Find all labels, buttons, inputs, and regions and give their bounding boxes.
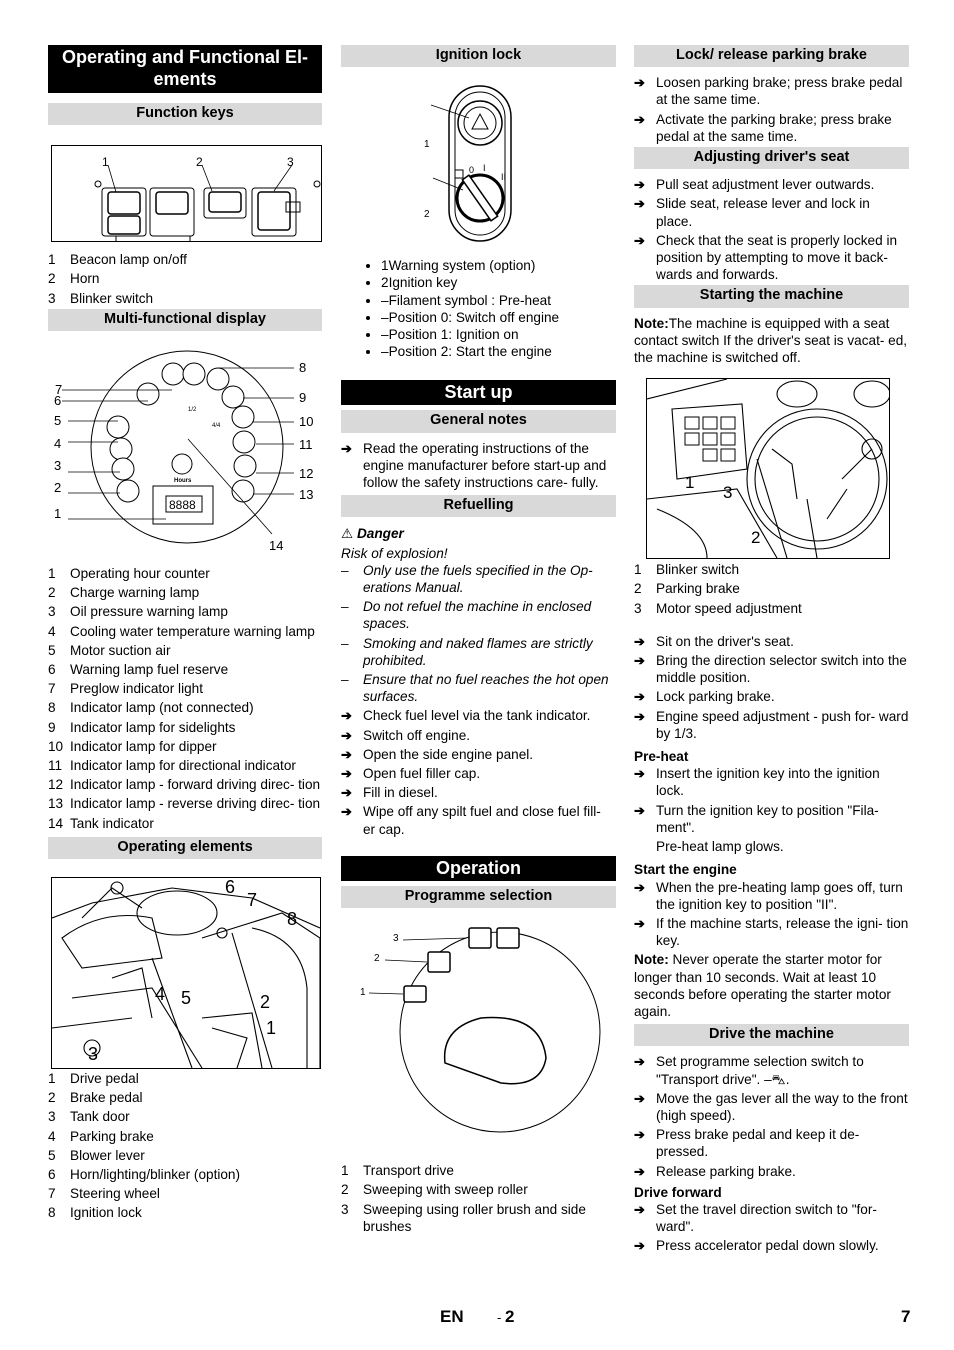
heading-refuelling: Refuelling (341, 495, 616, 517)
arrow-right-icon: ➔ (341, 727, 352, 743)
ignition-figure (341, 78, 616, 248)
item-text: Cooling water temperature warning lamp (70, 623, 315, 639)
list-item (634, 580, 909, 597)
item-number: 2 (341, 1182, 349, 1198)
heading-multi-functional-display: Multi-functional display (48, 309, 322, 331)
arrow-right-icon: ➔ (341, 746, 352, 762)
list-item (48, 1089, 322, 1106)
step-item (634, 195, 909, 229)
display-figure (48, 339, 322, 554)
refuel-warnings (341, 562, 616, 706)
display-legend (48, 565, 322, 832)
callout-7: 7 (55, 382, 63, 398)
programme-callout-1: 1 (360, 987, 366, 999)
item-text: Charge warning lamp (70, 585, 200, 601)
step-item (634, 1201, 909, 1235)
programme-callout-3: 3 (393, 933, 399, 945)
item-number: 6 (48, 1167, 56, 1183)
list-item (48, 699, 322, 716)
item-number: 5 (48, 1147, 56, 1163)
column-2 (341, 45, 616, 1237)
refuel-steps (341, 707, 616, 837)
footer-section: 2 (505, 1307, 515, 1326)
item-mark: – (381, 327, 389, 343)
step-text: Wipe off any spilt fuel and close fuel fill- er cap. (363, 804, 601, 837)
item-number: 1 (48, 1071, 56, 1087)
arrow-right-icon: ➔ (341, 766, 352, 782)
step-item (341, 440, 616, 492)
seat-steps (634, 176, 909, 283)
ignition-callout-1: 1 (424, 139, 430, 151)
item-number: 4 (48, 623, 56, 639)
list-item (381, 343, 616, 360)
parking-brake-steps (634, 74, 909, 145)
list-item (381, 309, 616, 326)
arrow-right-icon: ➔ (634, 766, 645, 782)
item-number: 5 (48, 642, 56, 658)
step-item (341, 707, 616, 724)
starting-callout-3: 3 (723, 483, 733, 503)
arrow-right-icon: ➔ (634, 196, 645, 212)
callout-3: 3 (287, 155, 294, 170)
item-text: Blower lever (70, 1147, 145, 1163)
list-item (48, 776, 322, 793)
list-item (48, 1070, 322, 1087)
list-item (48, 1128, 322, 1145)
arrow-right-icon: ➔ (341, 440, 352, 456)
transport-drive-icon: ‒⛍. (764, 1071, 790, 1087)
general-notes-list (341, 440, 616, 492)
svg-text:Hours: Hours (174, 478, 192, 485)
item-text: Motor suction air (70, 642, 171, 658)
item-number: 3 (48, 604, 56, 620)
starter-note: Note: Never operate the starter motor for longer than 10 seconds. Wait at least 10 seconds before operating the starter motor again. (634, 952, 891, 1019)
list-item (48, 603, 322, 620)
list-item (48, 719, 322, 736)
step-item (634, 802, 909, 836)
list-item (341, 1181, 616, 1198)
arrow-right-icon: ➔ (341, 804, 352, 820)
item-text: Tank door (70, 1109, 130, 1125)
ignition-drawing (341, 78, 616, 248)
item-text: Steering wheel (70, 1186, 160, 1202)
item-text: Indicator lamp for sidelights (70, 719, 236, 735)
pre-heat-steps (634, 765, 909, 836)
arrow-right-icon: ➔ (341, 785, 352, 801)
list-item (48, 270, 322, 287)
function-keys-figure (51, 145, 322, 242)
step-text: Check fuel level via the tank indicator. (363, 708, 591, 724)
programme-figure (341, 918, 616, 1150)
item-number: 12 (48, 777, 64, 793)
callout-10: 10 (299, 414, 314, 430)
item-number: 3 (48, 290, 56, 306)
section-title-operating-elements: Operating and Functional El- ements (48, 45, 322, 93)
step-text: If the machine starts, release the igni- tion key. (656, 915, 909, 949)
heading-function-keys: Function keys (48, 103, 322, 125)
callout-2: 2 (54, 480, 62, 496)
arrow-right-icon: ➔ (341, 708, 352, 724)
list-item (48, 584, 322, 601)
callout-7: 7 (247, 890, 258, 911)
item-number: 10 (48, 738, 64, 754)
step-text: Set the travel direction switch to "for- ward". (656, 1201, 877, 1235)
item-text: Drive pedal (70, 1071, 139, 1087)
step-item (634, 915, 909, 949)
svg-text:4/4: 4/4 (212, 423, 221, 430)
arrow-right-icon: ➔ (634, 802, 645, 818)
programme-callout-2: 2 (374, 953, 380, 965)
column-3 (634, 45, 909, 1257)
item-mark: 2 (381, 275, 389, 291)
starting-callout-1: 1 (685, 473, 695, 493)
item-text: Beacon lamp on/off (70, 252, 187, 268)
section-title-start-up: Start up (341, 380, 616, 405)
list-item (48, 738, 322, 755)
arrow-right-icon: ➔ (634, 879, 645, 895)
arrow-right-icon: ➔ (634, 1127, 645, 1143)
list-item (48, 565, 322, 582)
heading-pre-heat: Pre-heat (634, 749, 689, 765)
heading-general-notes: General notes (341, 410, 616, 432)
heading-drivers-seat: Adjusting driver's seat (634, 147, 909, 169)
arrow-right-icon: ➔ (634, 1090, 645, 1106)
step-text: Switch off engine. (363, 727, 471, 743)
item-number: 13 (48, 796, 64, 812)
heading-parking-brake: Lock/ release parking brake (634, 45, 909, 67)
list-item (48, 290, 322, 307)
item-mark: 1 (381, 258, 389, 274)
callout-1: 1 (102, 155, 109, 170)
programme-legend (341, 1162, 616, 1235)
item-text: Operating hour counter (70, 566, 210, 582)
item-text: Parking brake (656, 581, 740, 597)
warning-item: – Only use the fuels specified in the Op- erations Manual. (341, 562, 616, 596)
item-text: Blinker switch (70, 290, 154, 306)
heading-programme-selection: Programme selection (341, 886, 616, 908)
arrow-right-icon: ➔ (634, 177, 645, 193)
item-text: Transport drive (363, 1163, 454, 1179)
arrow-right-icon: ➔ (634, 915, 645, 931)
step-item (634, 1163, 909, 1180)
item-number: 6 (48, 662, 56, 678)
function-keys-drawing (52, 146, 322, 241)
item-number: 9 (48, 719, 56, 735)
list-item (48, 1204, 322, 1221)
item-mark: – (381, 344, 389, 360)
callout-12: 12 (299, 466, 314, 482)
step-text: Engine speed adjustment - push for- ward by 1/3. (656, 708, 909, 741)
arrow-right-icon: ➔ (634, 633, 645, 649)
list-item (341, 1162, 616, 1179)
item-number: 2 (634, 581, 642, 597)
display-drawing (48, 339, 322, 554)
item-number: 11 (48, 758, 63, 774)
drive-steps (634, 1053, 909, 1179)
item-number: 1 (48, 252, 56, 268)
arrow-right-icon: ➔ (634, 653, 645, 669)
item-number: 1 (341, 1163, 349, 1179)
step-text: Release parking brake. (656, 1163, 796, 1179)
start-engine-steps (634, 879, 909, 950)
item-number: 1 (634, 562, 642, 578)
item-text: Sweeping with sweep roller (363, 1182, 528, 1198)
warning-triangle-icon: ⚠ (341, 526, 354, 542)
heading-ignition-lock: Ignition lock (341, 45, 616, 67)
step-item (634, 232, 909, 284)
item-number: 3 (341, 1201, 349, 1217)
list-item (48, 1185, 322, 1202)
item-text: Warning lamp fuel reserve (70, 662, 229, 678)
heading-start-engine: Start the engine (634, 862, 737, 878)
item-number: 2 (48, 271, 56, 287)
step-text: Loosen parking brake; press brake pedal at the same time. (656, 75, 903, 108)
step-text: Set programme selection switch to "Transport drive". (656, 1054, 864, 1087)
list-item (381, 257, 616, 274)
list-item (48, 815, 322, 832)
list-item (381, 326, 616, 343)
callout-8: 8 (299, 360, 307, 376)
column-1 (48, 45, 322, 1224)
callout-4: 4 (155, 984, 166, 1005)
step-item (634, 879, 909, 913)
list-item (48, 661, 322, 678)
item-text: Preglow indicator light (70, 681, 203, 697)
callout-4: 4 (54, 436, 62, 452)
step-item (341, 727, 616, 744)
item-number: 3 (634, 600, 642, 616)
step-text: Pull seat adjustment lever outwards. (656, 177, 875, 193)
arrow-right-icon: ➔ (634, 111, 645, 127)
step-item (634, 1237, 909, 1254)
item-number: 7 (48, 681, 56, 697)
step-item (634, 1090, 909, 1124)
list-item (381, 292, 616, 309)
item-number: 8 (48, 700, 56, 716)
list-item (48, 623, 322, 640)
item-text: Indicator lamp - reverse driving direc- tion (70, 796, 321, 812)
step-text: Move the gas lever all the way to the front (high speed). (656, 1090, 908, 1123)
callout-3: 3 (54, 458, 62, 474)
step-item (634, 74, 909, 108)
item-text: Position 2: Start the engine (388, 344, 552, 360)
heading-drive-machine: Drive the machine (634, 1024, 909, 1046)
callout-11: 11 (299, 437, 313, 453)
step-text: Press accelerator pedal down slowly. (656, 1238, 879, 1254)
pre-heat-result: Pre-heat lamp glows. (656, 839, 784, 855)
item-number: 3 (48, 1109, 56, 1125)
item-text: Blinker switch (656, 562, 740, 578)
function-keys-legend (48, 251, 322, 307)
operating-elements-drawing (52, 878, 320, 1068)
operating-legend (48, 1070, 322, 1222)
list-item (634, 561, 909, 578)
step-text: Press brake pedal and keep it de- pressed. (656, 1127, 860, 1160)
arrow-right-icon: ➔ (634, 1201, 645, 1217)
item-number: 1 (48, 566, 56, 582)
programme-drawing (341, 918, 616, 1150)
item-text: Filament symbol : Pre-heat (388, 292, 551, 308)
arrow-right-icon: ➔ (634, 232, 645, 248)
arrow-right-icon: ➔ (634, 1054, 645, 1070)
step-item (634, 1126, 909, 1160)
item-text: Indicator lamp for dipper (70, 738, 217, 754)
callout-8: 8 (287, 909, 298, 930)
item-text: Tank indicator (70, 815, 154, 831)
callout-1: 1 (54, 506, 62, 522)
step-item (634, 1053, 909, 1087)
seat-contact-note: Note:The machine is equipped with a seat contact switch If the driver's seat is vacat- ed, the machine is switched off. (634, 315, 908, 366)
step-text: Sit on the driver's seat. (656, 633, 794, 649)
callout-2: 2 (196, 155, 203, 170)
item-number: 2 (48, 1090, 56, 1106)
step-text: Check that the seat is properly locked in position by attempting to move it back- wards and forwards. (656, 232, 898, 283)
starting-callout-2: 2 (751, 528, 761, 548)
item-text: Ignition key (388, 275, 458, 291)
arrow-right-icon: ➔ (634, 1163, 645, 1179)
list-item (48, 757, 322, 774)
ignition-legend (341, 257, 616, 360)
step-item (634, 765, 909, 799)
risk-text: Risk of explosion! (341, 545, 448, 561)
item-text: Parking brake (70, 1128, 154, 1144)
item-text: Motor speed adjustment (656, 600, 802, 616)
callout-9: 9 (299, 390, 307, 406)
list-item (634, 600, 909, 617)
step-item (634, 176, 909, 193)
step-text: Open fuel filler cap. (363, 766, 481, 782)
step-text: Slide seat, release lever and lock in place. (656, 196, 870, 229)
item-text: Oil pressure warning lamp (70, 604, 228, 620)
callout-14: 14 (269, 538, 284, 554)
step-text: Fill in diesel. (363, 785, 438, 801)
arrow-right-icon: ➔ (634, 1238, 645, 1254)
step-item (341, 765, 616, 782)
item-text: Sweeping using roller brush and side brushes (363, 1201, 586, 1234)
step-item (341, 803, 616, 837)
list-item (48, 680, 322, 697)
callout-2: 2 (260, 992, 271, 1013)
callout-6: 6 (225, 877, 236, 898)
starting-legend (634, 561, 909, 617)
item-text: Indicator lamp - forward driving direc- tion (70, 777, 321, 793)
step-text: Read the operating instructions of the engine manufacturer before start-up and follow the safety instructions care- fully. (363, 440, 607, 491)
item-text: Indicator lamp (not connected) (70, 700, 254, 716)
item-text: Horn (70, 271, 100, 287)
step-item (634, 111, 909, 145)
operating-elements-figure (51, 877, 321, 1069)
callout-3: 3 (88, 1044, 99, 1065)
danger-label: ⚠ Danger (341, 526, 404, 542)
item-text: Warning system (option) (388, 258, 536, 274)
starting-figure (646, 378, 890, 559)
step-item (634, 688, 909, 705)
item-text: Indicator lamp for directional indicator (70, 758, 296, 774)
item-text: Position 0: Switch off engine (388, 309, 560, 325)
list-item (48, 795, 322, 812)
svg-text:1/2: 1/2 (188, 407, 197, 414)
item-text: Brake pedal (70, 1090, 143, 1106)
starting-steps (634, 633, 909, 742)
item-number: 2 (48, 585, 56, 601)
callout-5: 5 (181, 988, 192, 1009)
section-title-operation: Operation (341, 856, 616, 881)
step-text: Bring the direction selector switch into the middle position. (656, 653, 907, 686)
item-mark: – (381, 309, 389, 325)
step-text: Activate the parking brake; press brake pedal at the same time. (656, 111, 892, 144)
footer-language: EN (440, 1307, 464, 1326)
step-item (634, 633, 909, 650)
item-number: 7 (48, 1186, 56, 1202)
arrow-right-icon: ➔ (634, 689, 645, 705)
step-text: Lock parking brake. (656, 689, 775, 705)
step-item (341, 746, 616, 763)
list-item (48, 642, 322, 659)
callout-5: 5 (54, 413, 62, 429)
drive-forward-steps (634, 1201, 909, 1255)
list-item (48, 1166, 322, 1183)
warning-item: – Ensure that no fuel reaches the hot open surfaces. (341, 671, 616, 705)
callout-6: 6 (54, 393, 62, 409)
list-item (48, 1108, 322, 1125)
heading-starting-machine: Starting the machine (634, 285, 909, 307)
callout-13: 13 (299, 487, 314, 503)
svg-text:0: 0 (469, 165, 475, 176)
item-text: Horn/lighting/blinker (option) (70, 1167, 241, 1183)
list-item (341, 1201, 616, 1235)
item-mark: – (381, 292, 389, 308)
arrow-right-icon: ➔ (634, 708, 645, 724)
svg-text:I: I (483, 163, 486, 174)
ignition-callout-2: 2 (424, 209, 430, 221)
page-number: 7 (901, 1307, 911, 1326)
heading-operating-elements: Operating elements (48, 837, 322, 859)
item-number: 4 (48, 1128, 56, 1144)
arrow-right-icon: ➔ (634, 75, 645, 91)
callout-1: 1 (266, 1018, 277, 1039)
step-text: When the pre-heating lamp goes off, turn the ignition key to position "II". (656, 879, 903, 912)
list-item (381, 274, 616, 291)
warning-item: – Do not refuel the machine in enclosed spaces. (341, 598, 616, 632)
item-number: 14 (48, 815, 64, 831)
warning-item: – Smoking and naked flames are strictly prohibited. (341, 635, 616, 669)
step-item (634, 652, 909, 686)
svg-text:II: II (501, 172, 507, 183)
step-text: Insert the ignition key into the ignition lock. (656, 766, 880, 799)
item-number: 8 (48, 1205, 56, 1221)
list-item (48, 1147, 322, 1164)
step-item (634, 708, 909, 742)
step-text: Turn the ignition key to position "Fila- ment". (656, 802, 879, 835)
heading-drive-forward: Drive forward (634, 1184, 722, 1200)
item-text: Position 1: Ignition on (388, 327, 519, 343)
starting-drawing (647, 379, 889, 558)
hour-counter-digits: 8888 (169, 498, 196, 513)
list-item (48, 251, 322, 268)
item-text: Ignition lock (70, 1205, 142, 1221)
step-text: Open the side engine panel. (363, 746, 534, 762)
step-item (341, 784, 616, 801)
footer-separator: - (497, 1310, 502, 1325)
